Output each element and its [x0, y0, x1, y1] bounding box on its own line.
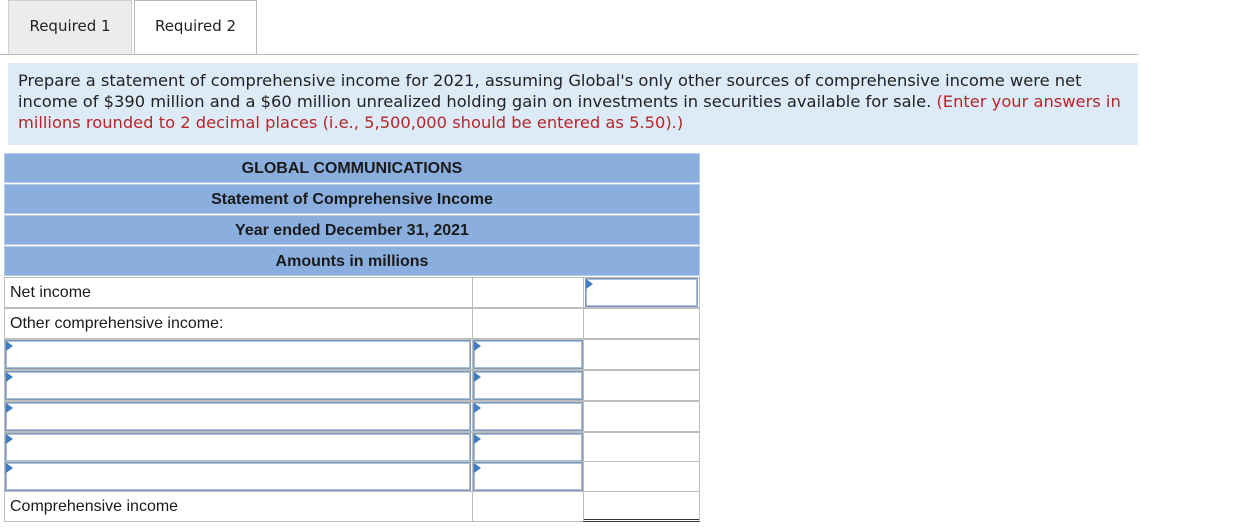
oci-row-1-amount-input[interactable]: [473, 340, 583, 369]
oci-row-4-col2-cell: [583, 432, 700, 463]
input-marker-icon: [6, 403, 13, 413]
oci-row-3-col2-cell: [583, 401, 700, 432]
oci-row-5-amount-input[interactable]: [473, 462, 583, 491]
oci-row-1-col2-cell: [583, 339, 700, 370]
net-income-amount-input[interactable]: [585, 278, 698, 307]
input-marker-icon: [474, 403, 481, 413]
net-income-col1-cell: [472, 277, 584, 308]
tab-baseline: [0, 54, 1138, 55]
oci-row-4-label-input[interactable]: [5, 433, 471, 462]
input-marker-icon: [586, 279, 593, 289]
input-marker-icon: [474, 372, 481, 382]
tab-required-2[interactable]: Required 2: [134, 0, 257, 55]
tab-bar: [0, 0, 1138, 55]
oci-row-2-col2-cell: [583, 370, 700, 401]
oci-row-5-label-input[interactable]: [5, 462, 471, 491]
net-income-label: Net income: [4, 277, 473, 308]
oci-row-1-label-input[interactable]: [5, 340, 471, 369]
instructions-hint: (Enter your answers in millions rounded to 2 decimal places (i.e., 5,500,000 should be entered as 5.50).): [18, 92, 1121, 132]
instructions-text: Prepare a statement of comprehensive income for 2021, assuming Global's only other sources of comprehensive income were net income of $390 million and a $60 million unrealized holding gain on investments in securities available for sale.: [18, 71, 1082, 111]
input-marker-icon: [6, 341, 13, 351]
comprehensive-income-total-cell[interactable]: [583, 491, 700, 522]
comprehensive-income-label: Comprehensive income: [4, 491, 473, 522]
statement-title: Statement of Comprehensive Income: [4, 184, 700, 214]
oci-col2-cell: [583, 308, 700, 339]
input-marker-icon: [474, 341, 481, 351]
input-marker-icon: [6, 463, 13, 473]
input-marker-icon: [474, 463, 481, 473]
oci-row-2-label-input[interactable]: [5, 371, 471, 400]
instructions-panel: [8, 63, 1138, 145]
oci-label: Other comprehensive income:: [4, 308, 473, 339]
tab-required-1[interactable]: Required 1: [8, 0, 132, 54]
statement-period: Year ended December 31, 2021: [4, 215, 700, 245]
oci-row-5-col2-cell: [583, 461, 700, 492]
input-marker-icon: [6, 372, 13, 382]
comprehensive-income-col1-cell: [472, 491, 584, 522]
oci-row-3-amount-input[interactable]: [473, 402, 583, 431]
oci-col1-cell: [472, 308, 584, 339]
company-name: GLOBAL COMMUNICATIONS: [4, 153, 700, 183]
oci-row-4-amount-input[interactable]: [473, 433, 583, 462]
oci-row-3-label-input[interactable]: [5, 402, 471, 431]
statement-units: Amounts in millions: [4, 246, 700, 276]
input-marker-icon: [6, 434, 13, 444]
oci-row-2-amount-input[interactable]: [473, 371, 583, 400]
input-marker-icon: [474, 434, 481, 444]
